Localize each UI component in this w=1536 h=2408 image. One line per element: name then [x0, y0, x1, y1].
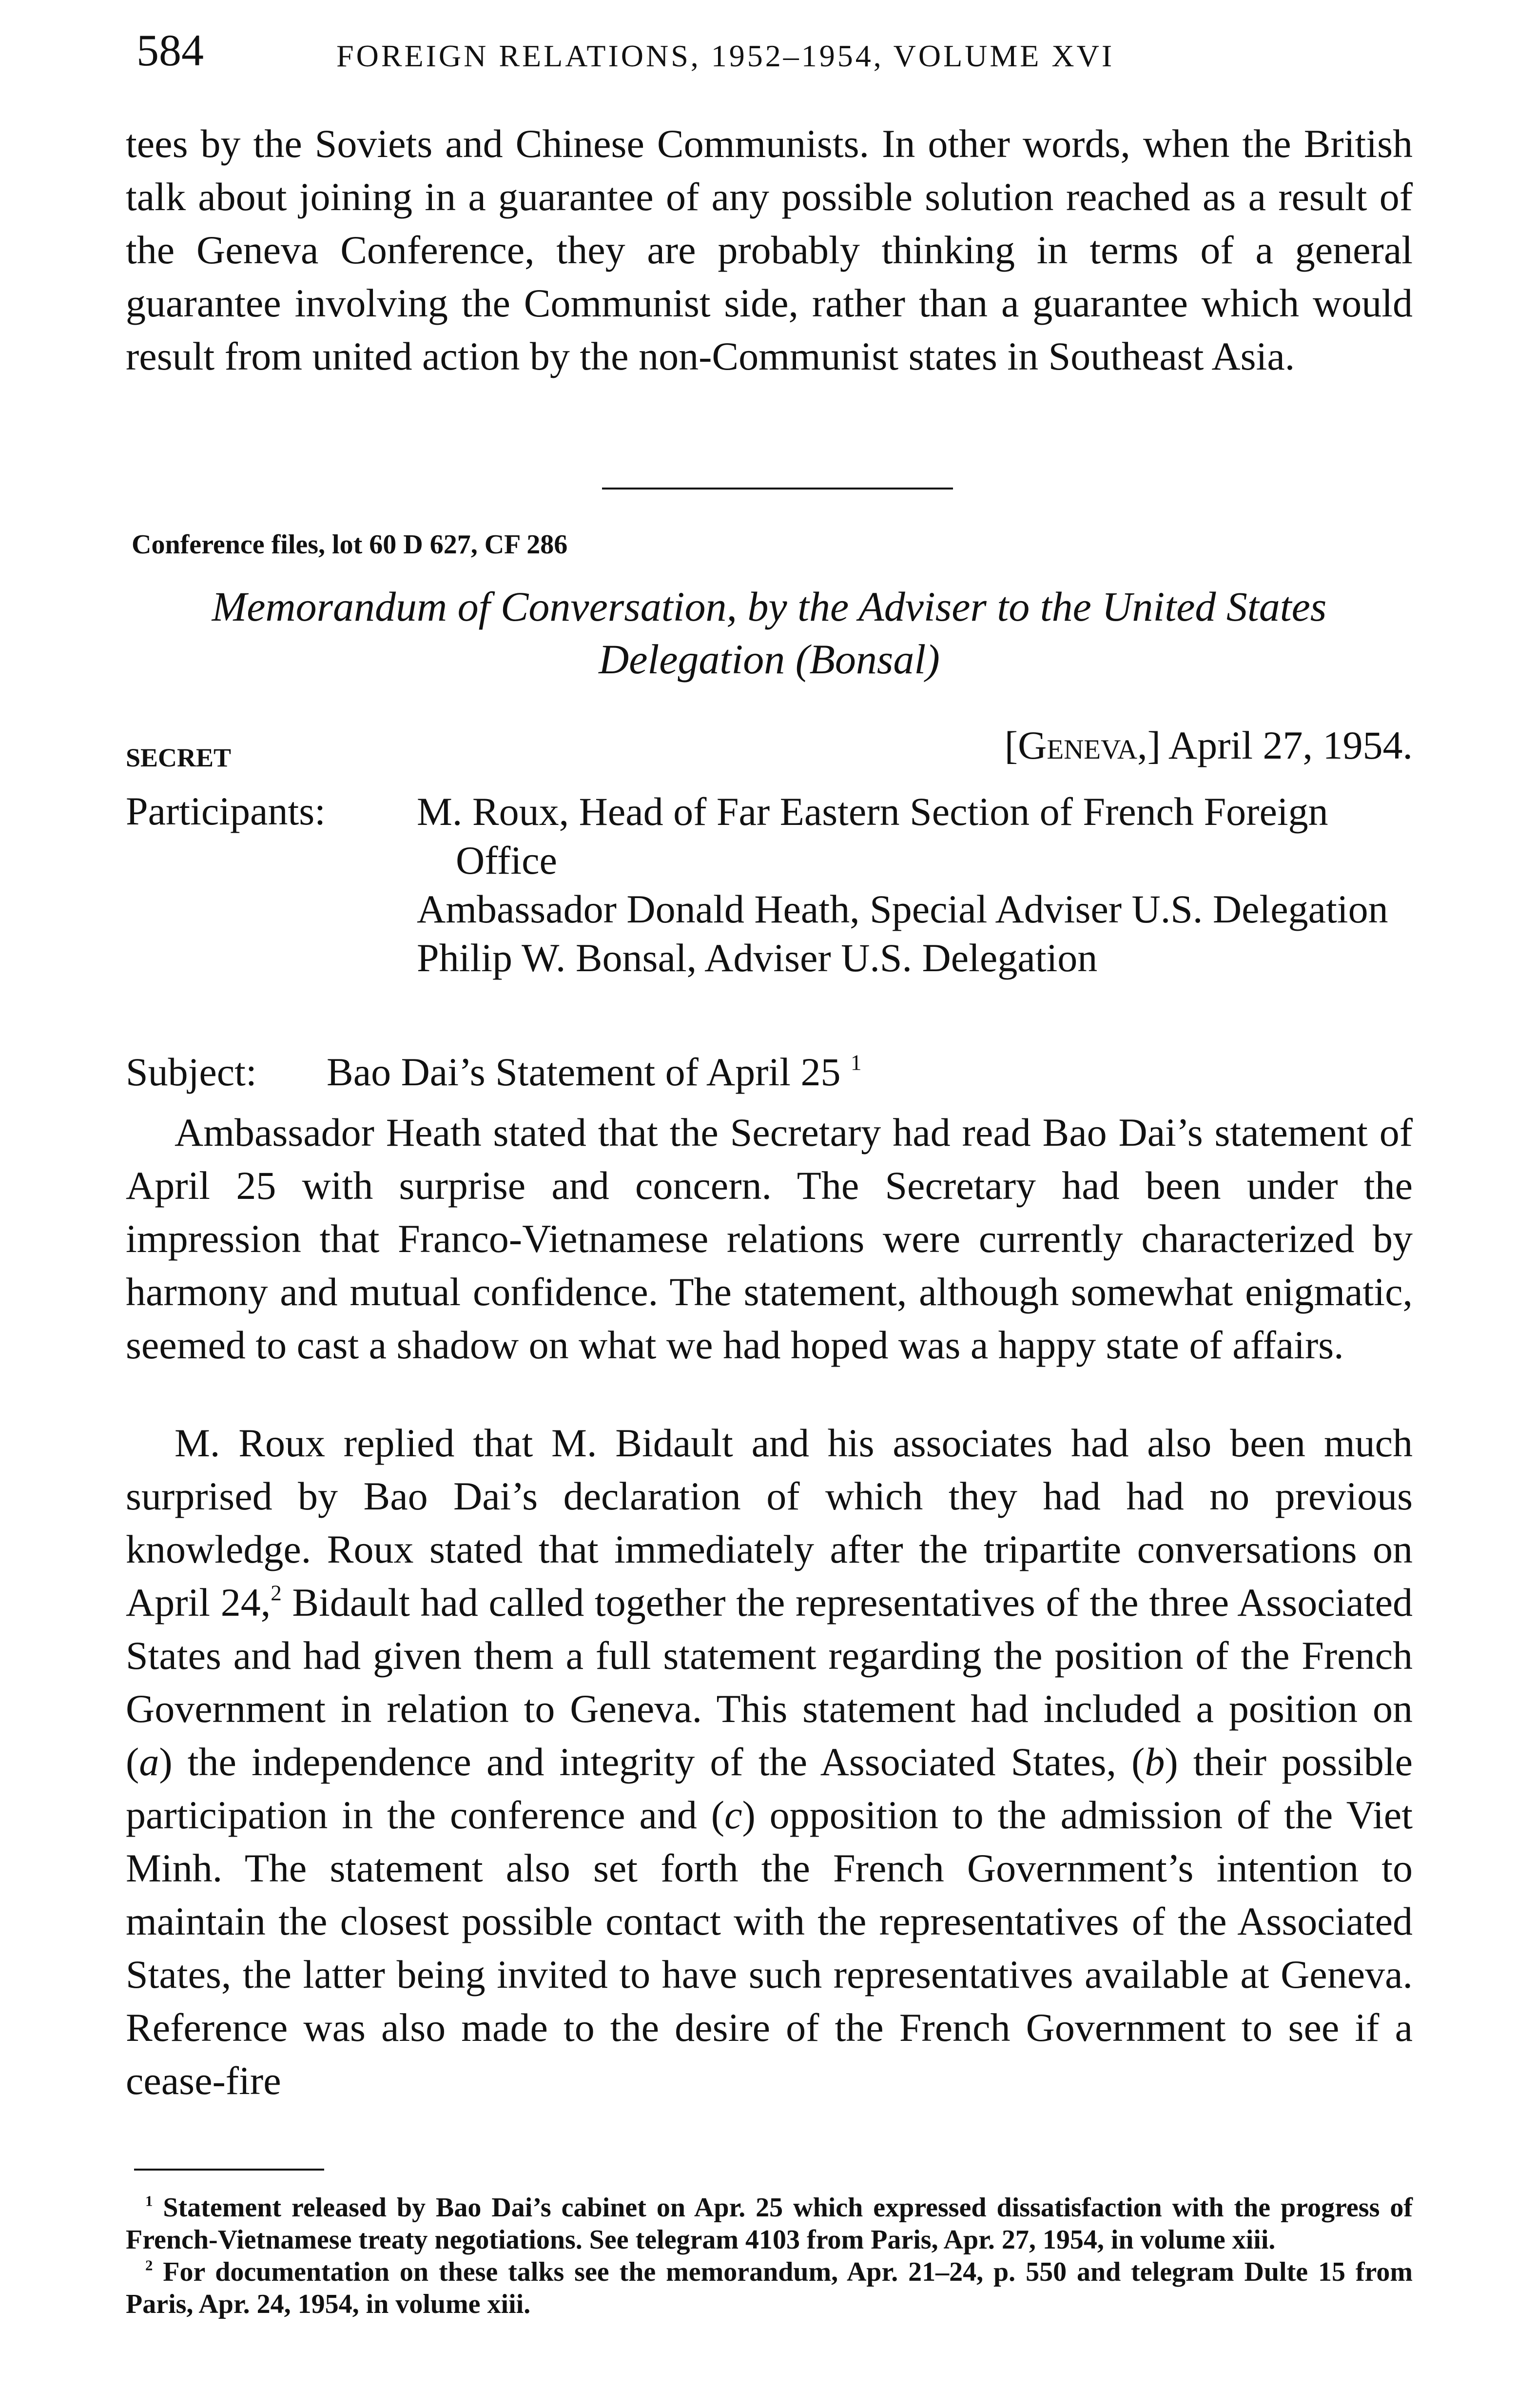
dateline — [907, 722, 1413, 769]
classification-label: SECRET — [126, 743, 232, 772]
paragraph-2-part-e: ) opposition to the admission of the Viet Minh. The statement also set forth the French Government’s intention to maintain the closest possible contact with the representatives of the Associated States, the latter being invited to have such representatives available at Geneva. Reference was also made to the desire of the French Government to see if a cease-fire — [126, 1793, 1413, 2103]
footnote-2-number: 2 — [145, 2257, 153, 2274]
participant-roux: M. Roux, Head of Far Eastern Section of French Foreign Office — [417, 789, 1328, 882]
subject-text — [327, 1048, 862, 1096]
participant-bonsal: Philip W. Bonsal, Adviser U.S. Delegation — [417, 936, 1098, 980]
footnote-1-text: Statement released by Bao Dai’s cabinet on Apr. 25 which expressed dissatisfaction with the progress of French-Vietnamese treaty negotiations. See telegram 4103 from Paris, Apr. 27, 1954, in volume xiii. — [126, 2193, 1413, 2255]
paragraph-2-part-d: ) their possible participation in the conference and ( — [126, 1740, 1413, 1837]
paragraph-2-part-a: M. Roux replied that M. Bidault and his associates had also been much surprised by Bao Dai’s declaration of which they had had no previous knowledge. Roux stated that immediately after the tripartite conversations on April 24, — [126, 1421, 1413, 1625]
footnote-ref-1: 1 — [850, 1050, 862, 1075]
paragraph-2-part-c: ) the independence and integrity of the Associated States, ( — [159, 1740, 1145, 1784]
footnotes — [126, 2192, 1413, 2320]
page-number: 584 — [136, 25, 204, 75]
list-marker-b: b — [1145, 1740, 1165, 1784]
participant-heath: Ambassador Donald Heath, Special Adviser U.S. Delegation — [417, 887, 1388, 931]
document-title: Memorandum of Conversation, by the Adviser to the United States Delegation (Bonsal) — [212, 583, 1327, 683]
footnote-1 — [126, 2192, 1413, 2256]
page-header — [136, 24, 1423, 88]
footnote-1-number: 1 — [145, 2193, 153, 2210]
footnote-divider — [134, 2169, 324, 2171]
footnote-2-text: For documentation on these talks see the memorandum, Apr. 21–24, p. 550 and telegram Dulte 15 from Paris, Apr. 24, 1954, in volume xiii. — [126, 2257, 1413, 2319]
body-paragraph-1: Ambassador Heath stated that the Secretary had read Bao Dai’s statement of April 25 with surprise and concern. The Secretary had been under the impression that Franco-Vietnamese relations were currently characterized by harmony and mutual confidence. The statement, although somewhat enigmatic, seemed to cast a shadow on what we had hoped was a happy state of affairs. — [126, 1110, 1413, 1367]
list-marker-a: a — [139, 1740, 159, 1784]
continuation-paragraph: tees by the Soviets and Chinese Communists. In other words, when the British talk about joining in a guarantee of any possible solution reached as a result of the Geneva Conference, they are probably thinking in terms of a general guarantee involving the Communist side, rather than a guarantee which would result from united action by the non-Communist states in Southeast Asia. — [126, 121, 1413, 378]
list-marker-c: c — [724, 1793, 742, 1837]
footnote-2 — [126, 2256, 1413, 2320]
footnote-ref-2: 2 — [271, 1581, 282, 1605]
subject-value: Bao Dai’s Statement of April 25 — [327, 1050, 841, 1094]
paragraph-2-part-b: Bidault had called together the representatives of the three Associated States and had given them a full statement regarding the position of the French Government in relation to Geneva. This statement had included a position on ( — [126, 1580, 1413, 1784]
dateline-place: [Geneva,] — [1004, 723, 1161, 767]
participants-list — [417, 787, 1414, 982]
participants-label: Participants: — [126, 789, 326, 833]
subject-label: Subject: — [126, 1050, 257, 1094]
source-note: Conference files, lot 60 D 627, CF 286 — [132, 529, 568, 560]
body-paragraph-2 — [126, 1416, 1413, 2107]
dateline-date: April 27, 1954. — [1168, 723, 1413, 767]
section-divider — [602, 488, 953, 489]
running-head: FOREIGN RELATIONS, 1952–1954, VOLUME XVI — [336, 39, 1115, 73]
